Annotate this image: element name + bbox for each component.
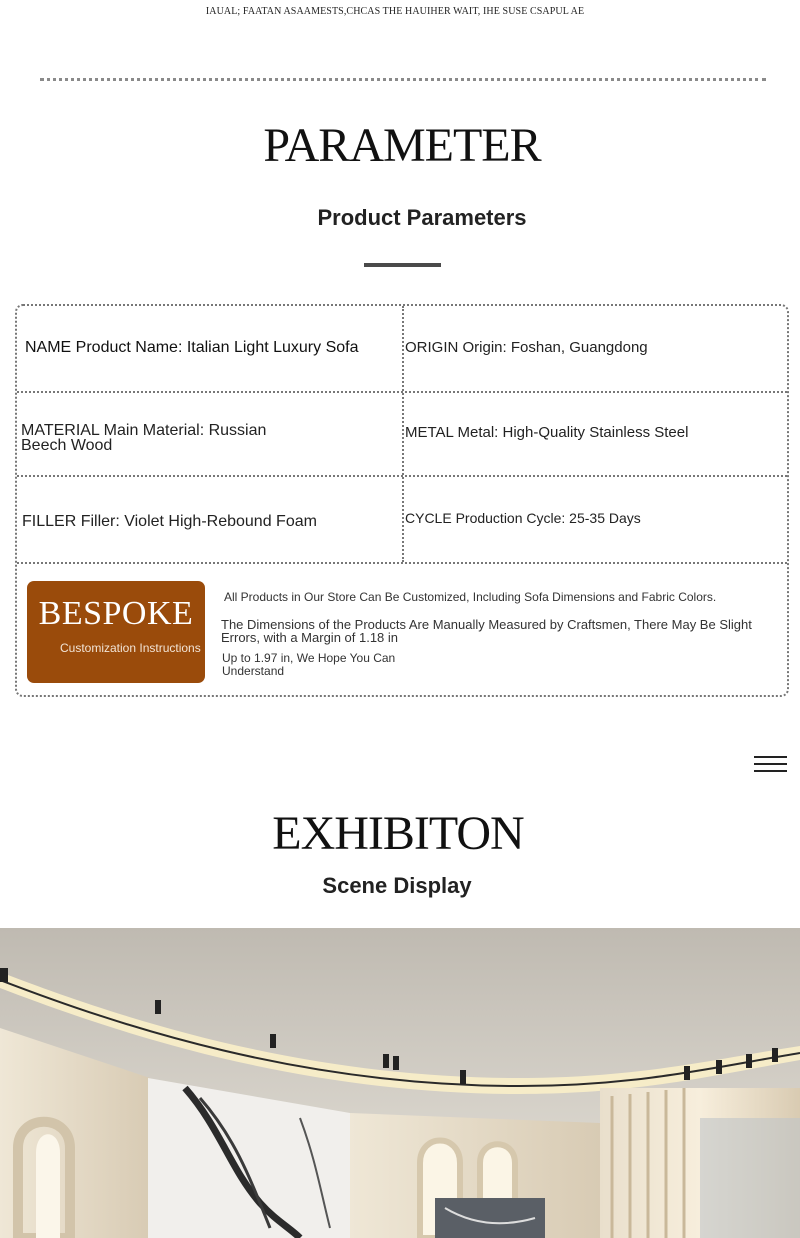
bespoke-subtitle: Customization Instructions [60, 641, 201, 655]
param-metal: METAL Metal: High-Quality Stainless Steel [405, 424, 689, 441]
bespoke-title: BESPOKE [38, 595, 194, 632]
title-underline [364, 263, 441, 267]
hamburger-menu-icon[interactable] [754, 756, 787, 774]
showroom-photo [0, 928, 800, 1238]
param-name: NAME Product Name: Italian Light Luxury Sofa [25, 339, 359, 356]
param-material-line1: MATERIAL Main Material: Russian [21, 422, 267, 439]
customization-note: All Products in Our Store Can Be Customized, Including Sofa Dimensions and Fabric Colors. [224, 590, 717, 604]
margin-note-line1: Up to 1.97 in, We Hope You Can [222, 651, 396, 665]
exhibition-title: EXHIBITON [272, 807, 524, 860]
parameters-table [15, 304, 789, 697]
section-divider [40, 78, 766, 81]
dimension-note-line1: The Dimensions of the Products Are Manually Measured by Craftsmen, There May Be Slight [221, 617, 752, 632]
param-material [21, 423, 266, 453]
param-cycle: CYCLE Production Cycle: 25-35 Days [405, 510, 641, 526]
margin-note [222, 652, 395, 678]
row-divider [17, 562, 787, 564]
param-material-line2: Beech Wood [21, 437, 113, 454]
dimension-note-line2: Errors, with a Margin of 1.18 in [221, 630, 399, 645]
column-divider [402, 306, 404, 562]
dimension-note [221, 618, 752, 644]
bespoke-badge [27, 581, 205, 683]
top-caption: IAUAL; FAATAN ASAAMESTS,CHCAS THE HAUIHER WAIT, IHE SUSE CSAPUL AE [205, 6, 585, 17]
param-origin: ORIGIN Origin: Foshan, Guangdong [405, 339, 648, 356]
margin-note-line2: Understand [222, 664, 285, 678]
scene-display-subtitle: Scene Display [322, 873, 472, 898]
parameter-title: PARAMETER [263, 119, 541, 172]
param-filler: FILLER Filler: Violet High-Rebound Foam [22, 513, 317, 530]
product-parameters-subtitle: Product Parameters [317, 205, 527, 230]
